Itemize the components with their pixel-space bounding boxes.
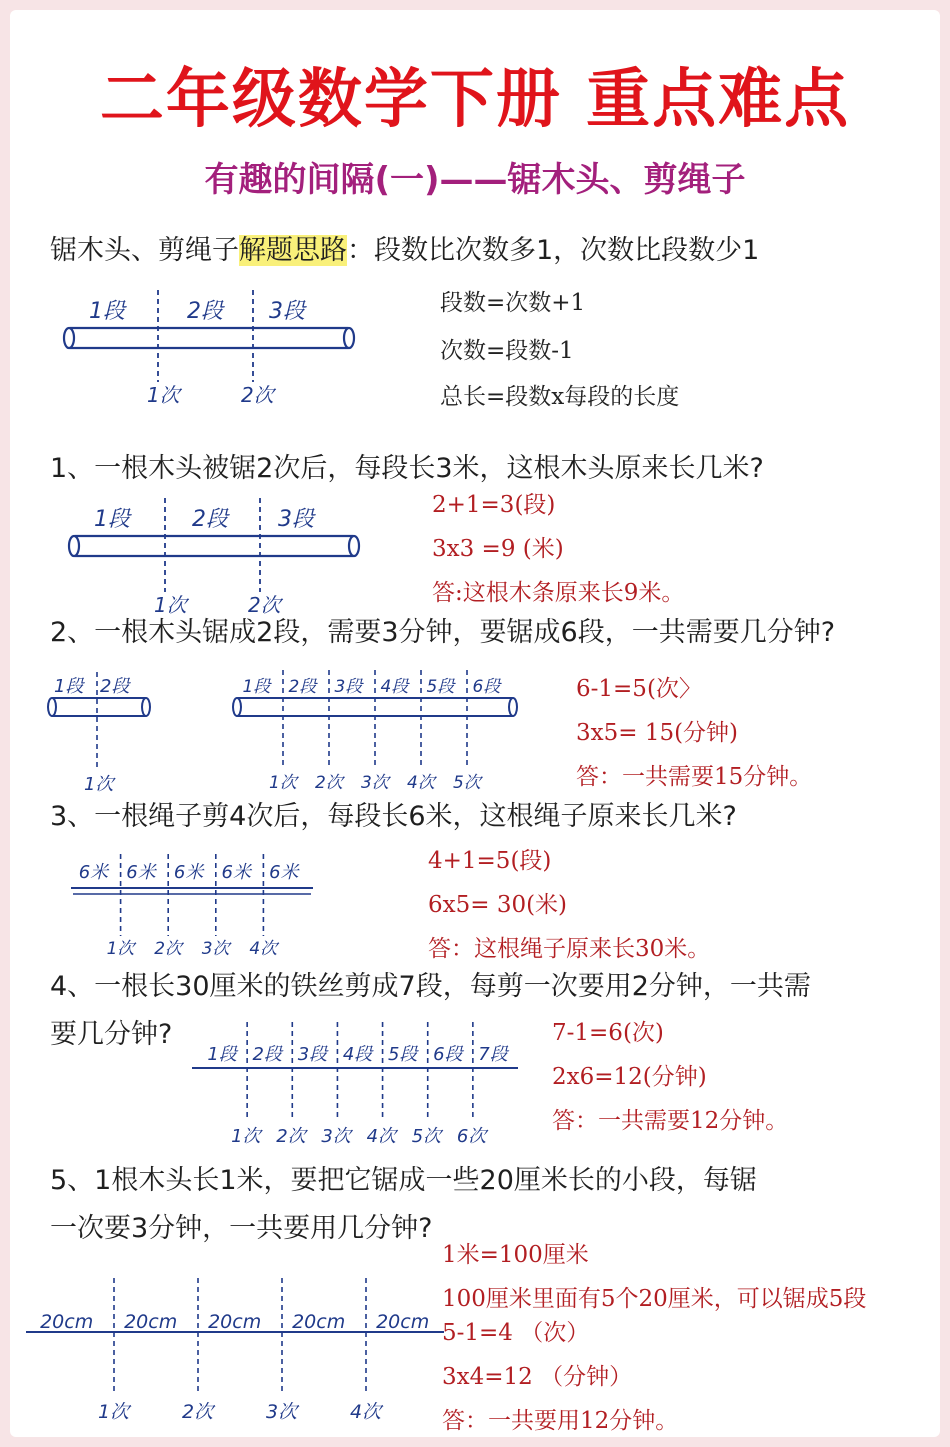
segment-label: 4段 — [380, 677, 409, 697]
cut-label: 3次 — [201, 939, 230, 959]
problem-5-answer-line: 1米=100厘米 — [442, 1242, 589, 1268]
problem-4-question-line-2: 要几分钟? — [50, 1019, 173, 1050]
formula-total: 总长=段数x每段的长度 — [440, 384, 680, 410]
log-right-end — [344, 328, 354, 348]
segment-label: 6段 — [433, 1044, 463, 1065]
log-right-end — [142, 698, 150, 716]
cut-label: 2次 — [241, 383, 274, 407]
problem-1-answer-line: 答:这根木条原来长9米。 — [432, 580, 685, 606]
cut-label: 5次 — [411, 1126, 442, 1147]
segment-label: 2段 — [100, 676, 130, 697]
segment-label: 6段 — [472, 677, 501, 697]
log-body — [50, 698, 148, 716]
log-right-end — [509, 698, 517, 716]
problem-5-question-line-1: 5、1根木头长1米，要把它锯成一些20厘米长的小段，每锯 — [50, 1165, 757, 1196]
log-diagram-problem-2-small — [40, 658, 160, 798]
problem-2-answer-line: 6-1=5(次〉 — [576, 676, 702, 702]
rope-diagram-problem-3 — [65, 840, 325, 970]
formula-segments: 段数=次数+1 — [440, 290, 586, 316]
problem-2-answer-line: 答：一共需要15分钟。 — [576, 764, 813, 790]
cut-label: 4次 — [407, 773, 435, 793]
problem-5-question-line-2: 一次要3分钟，一共要用几分钟? — [50, 1213, 433, 1244]
segment-label: 20cm — [376, 1311, 430, 1333]
segment-label: 1段 — [207, 1044, 237, 1065]
problem-4-answer-line: 2x6=12(分钟) — [552, 1064, 707, 1090]
intro-suffix: ：段数比次数多1，次数比段数少1 — [347, 235, 760, 266]
intro-prefix: 锯木头、剪绳子 — [50, 235, 239, 266]
segment-label: 6米 — [221, 862, 251, 883]
segment-label: 20cm — [208, 1311, 262, 1333]
log-diagram-intro — [55, 280, 375, 410]
segment-label: 20cm — [124, 1311, 178, 1333]
problem-4-question-line-1: 4、一根长30厘米的铁丝剪成7段，每剪一次要用2分钟，一共需 — [50, 971, 811, 1002]
segment-label: 6米 — [269, 862, 299, 883]
log-diagram-problem-1 — [60, 488, 380, 618]
cut-label: 3次 — [361, 773, 389, 793]
problem-5-answer-line: 5-1=4 （次） — [442, 1320, 590, 1346]
segment-label: 3段 — [269, 299, 305, 324]
log-body — [72, 536, 356, 556]
segment-label: 2段 — [288, 677, 317, 697]
problem-1-answer-line: 2+1=3(段) — [432, 492, 556, 518]
formula-cuts: 次数=段数-1 — [440, 338, 574, 364]
intro-line — [50, 228, 759, 267]
cut-label: 2次 — [315, 773, 343, 793]
intro-highlight: 解题思路 — [239, 235, 347, 266]
problem-5-answer-line: 答：一共要用12分钟。 — [442, 1408, 679, 1434]
cut-label: 4次 — [366, 1126, 397, 1147]
segment-label: 6米 — [173, 862, 204, 883]
cut-label: 1次 — [154, 593, 187, 617]
problem-3-answer-line: 答：这根绳子原来长30米。 — [428, 936, 711, 962]
cut-label: 2次 — [182, 1401, 214, 1423]
worksheet-page — [10, 10, 940, 1437]
problem-1-question: 1、一根木头被锯2次后，每段长3米，这根木头原来长几米? — [50, 453, 764, 484]
segment-label: 1段 — [94, 507, 130, 532]
segment-label: 1段 — [242, 677, 271, 697]
log-diagram-problem-5 — [20, 1266, 450, 1426]
segment-label: 1段 — [54, 676, 84, 697]
cut-label: 1次 — [147, 383, 180, 407]
cut-label: 1次 — [231, 1126, 261, 1147]
segment-label: 2段 — [187, 299, 223, 324]
segment-label: 2段 — [192, 507, 228, 532]
cut-label: 3次 — [321, 1126, 351, 1147]
segment-label: 3段 — [334, 677, 363, 697]
cut-label: 1次 — [98, 1401, 130, 1423]
cut-label: 6次 — [456, 1126, 487, 1147]
log-left-end — [69, 536, 79, 556]
problem-3-answer-line: 4+1=5(段) — [428, 848, 552, 874]
cut-label: 2次 — [154, 939, 183, 959]
page-title: 二年级数学下册 重点难点 — [99, 63, 851, 137]
wire-diagram-problem-4 — [188, 1010, 528, 1150]
cut-label: 1次 — [84, 774, 114, 795]
problem-4-answer-line: 7-1=6(次) — [552, 1020, 664, 1046]
segment-label: 6米 — [78, 862, 109, 883]
segment-label: 20cm — [40, 1311, 94, 1333]
problem-5-answer-line: 100厘米里面有5个20厘米，可以锯成5段 — [442, 1286, 867, 1312]
problem-2-answer-line: 3x5= 15(分钟) — [576, 720, 739, 746]
segment-label: 7段 — [478, 1044, 508, 1065]
log-right-end — [349, 536, 359, 556]
log-left-end — [233, 698, 241, 716]
cut-label: 3次 — [266, 1401, 298, 1423]
segment-label: 20cm — [292, 1311, 346, 1333]
segment-label: 2段 — [252, 1044, 283, 1065]
cut-label: 1次 — [106, 939, 135, 959]
log-left-end — [48, 698, 56, 716]
cut-label: 2次 — [248, 593, 281, 617]
cut-label: 5次 — [453, 773, 481, 793]
segment-label: 3段 — [278, 507, 314, 532]
problem-5-answer-line: 3x4=12 （分钟） — [442, 1364, 633, 1390]
page-subtitle: 有趣的间隔(一)——锯木头、剪绳子 — [204, 160, 746, 200]
problem-2-question: 2、一根木头锯成2段，需要3分钟，要锯成6段，一共需要几分钟? — [50, 617, 836, 648]
segment-label: 4段 — [342, 1044, 373, 1065]
problem-3-answer-line: 6x5= 30(米) — [428, 892, 568, 918]
segment-label: 5段 — [387, 1044, 418, 1065]
cut-label: 4次 — [249, 939, 278, 959]
segment-label: 5段 — [426, 677, 455, 697]
cut-label: 2次 — [276, 1126, 306, 1147]
cut-label: 1次 — [269, 773, 297, 793]
log-diagram-problem-2-large — [225, 658, 525, 798]
segment-label: 1段 — [89, 299, 125, 324]
log-left-end — [64, 328, 74, 348]
segment-label: 6米 — [126, 862, 156, 883]
log-body — [67, 328, 351, 348]
cut-label: 4次 — [350, 1401, 382, 1423]
problem-1-answer-line: 3x3 =9 (米) — [432, 536, 564, 562]
problem-4-answer-line: 答：一共需要12分钟。 — [552, 1108, 789, 1134]
problem-3-question: 3、一根绳子剪4次后，每段长6米，这根绳子原来长几米? — [50, 801, 737, 832]
segment-label: 3段 — [297, 1044, 328, 1065]
